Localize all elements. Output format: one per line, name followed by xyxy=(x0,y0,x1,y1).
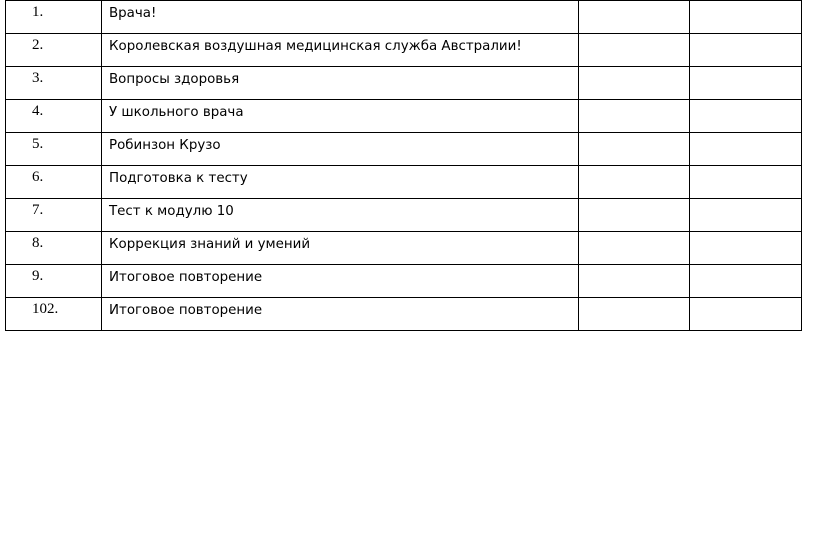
table-row xyxy=(6,133,802,166)
row-number: 2. xyxy=(32,37,44,53)
lesson-topic: Врача! xyxy=(109,6,157,21)
table-row xyxy=(6,1,802,34)
table-row xyxy=(6,166,802,199)
empty-cell xyxy=(579,265,690,298)
row-number-cell xyxy=(6,1,102,34)
row-number: 102. xyxy=(32,301,59,317)
lesson-topic: Тест к модулю 10 xyxy=(109,204,234,219)
topic-cell xyxy=(102,298,579,331)
row-number-cell xyxy=(6,265,102,298)
row-number: 3. xyxy=(32,70,44,86)
empty-cell xyxy=(690,100,802,133)
row-number-cell xyxy=(6,298,102,331)
table-row xyxy=(6,67,802,100)
empty-cell xyxy=(579,100,690,133)
empty-cell xyxy=(579,133,690,166)
row-number: 9. xyxy=(32,268,44,284)
topic-cell xyxy=(102,199,579,232)
empty-cell xyxy=(579,34,690,67)
lesson-topic: У школьного врача xyxy=(109,105,244,120)
lesson-topic: Итоговое повторение xyxy=(109,270,263,285)
lesson-topic: Королевская воздушная медицинская служба Австралии! xyxy=(109,39,522,54)
empty-cell xyxy=(690,1,802,34)
empty-cell xyxy=(690,298,802,331)
empty-cell xyxy=(690,166,802,199)
row-number-cell xyxy=(6,133,102,166)
lesson-topic: Коррекция знаний и умений xyxy=(109,237,311,252)
empty-cell xyxy=(690,34,802,67)
table-row xyxy=(6,298,802,331)
row-number: 6. xyxy=(32,169,44,185)
table-row xyxy=(6,265,802,298)
table-row xyxy=(6,34,802,67)
empty-cell xyxy=(690,133,802,166)
row-number-cell xyxy=(6,67,102,100)
table-row xyxy=(6,199,802,232)
topic-cell xyxy=(102,166,579,199)
topic-cell xyxy=(102,232,579,265)
lesson-topic: Робинзон Крузо xyxy=(109,138,221,153)
empty-cell xyxy=(579,1,690,34)
topic-cell xyxy=(102,67,579,100)
lesson-topic: Вопросы здоровья xyxy=(109,72,240,87)
empty-cell xyxy=(579,199,690,232)
row-number: 1. xyxy=(32,4,44,20)
row-number-cell xyxy=(6,34,102,67)
empty-cell xyxy=(690,67,802,100)
topic-cell xyxy=(102,1,579,34)
empty-cell xyxy=(690,199,802,232)
row-number-cell xyxy=(6,199,102,232)
topic-cell xyxy=(102,133,579,166)
empty-cell xyxy=(579,232,690,265)
row-number: 4. xyxy=(32,103,44,119)
empty-cell xyxy=(579,166,690,199)
row-number-cell xyxy=(6,166,102,199)
table-row xyxy=(6,100,802,133)
lesson-topic: Итоговое повторение xyxy=(109,303,263,318)
row-number-cell xyxy=(6,100,102,133)
topic-cell xyxy=(102,34,579,67)
row-number: 8. xyxy=(32,235,44,251)
table-row xyxy=(6,232,802,265)
topic-cell xyxy=(102,265,579,298)
empty-cell xyxy=(579,67,690,100)
lesson-topic: Подготовка к тесту xyxy=(109,171,248,186)
row-number: 7. xyxy=(32,202,44,218)
lesson-plan-table xyxy=(5,0,802,331)
empty-cell xyxy=(579,298,690,331)
topic-cell xyxy=(102,100,579,133)
empty-cell xyxy=(690,265,802,298)
row-number-cell xyxy=(6,232,102,265)
row-number: 5. xyxy=(32,136,44,152)
empty-cell xyxy=(690,232,802,265)
